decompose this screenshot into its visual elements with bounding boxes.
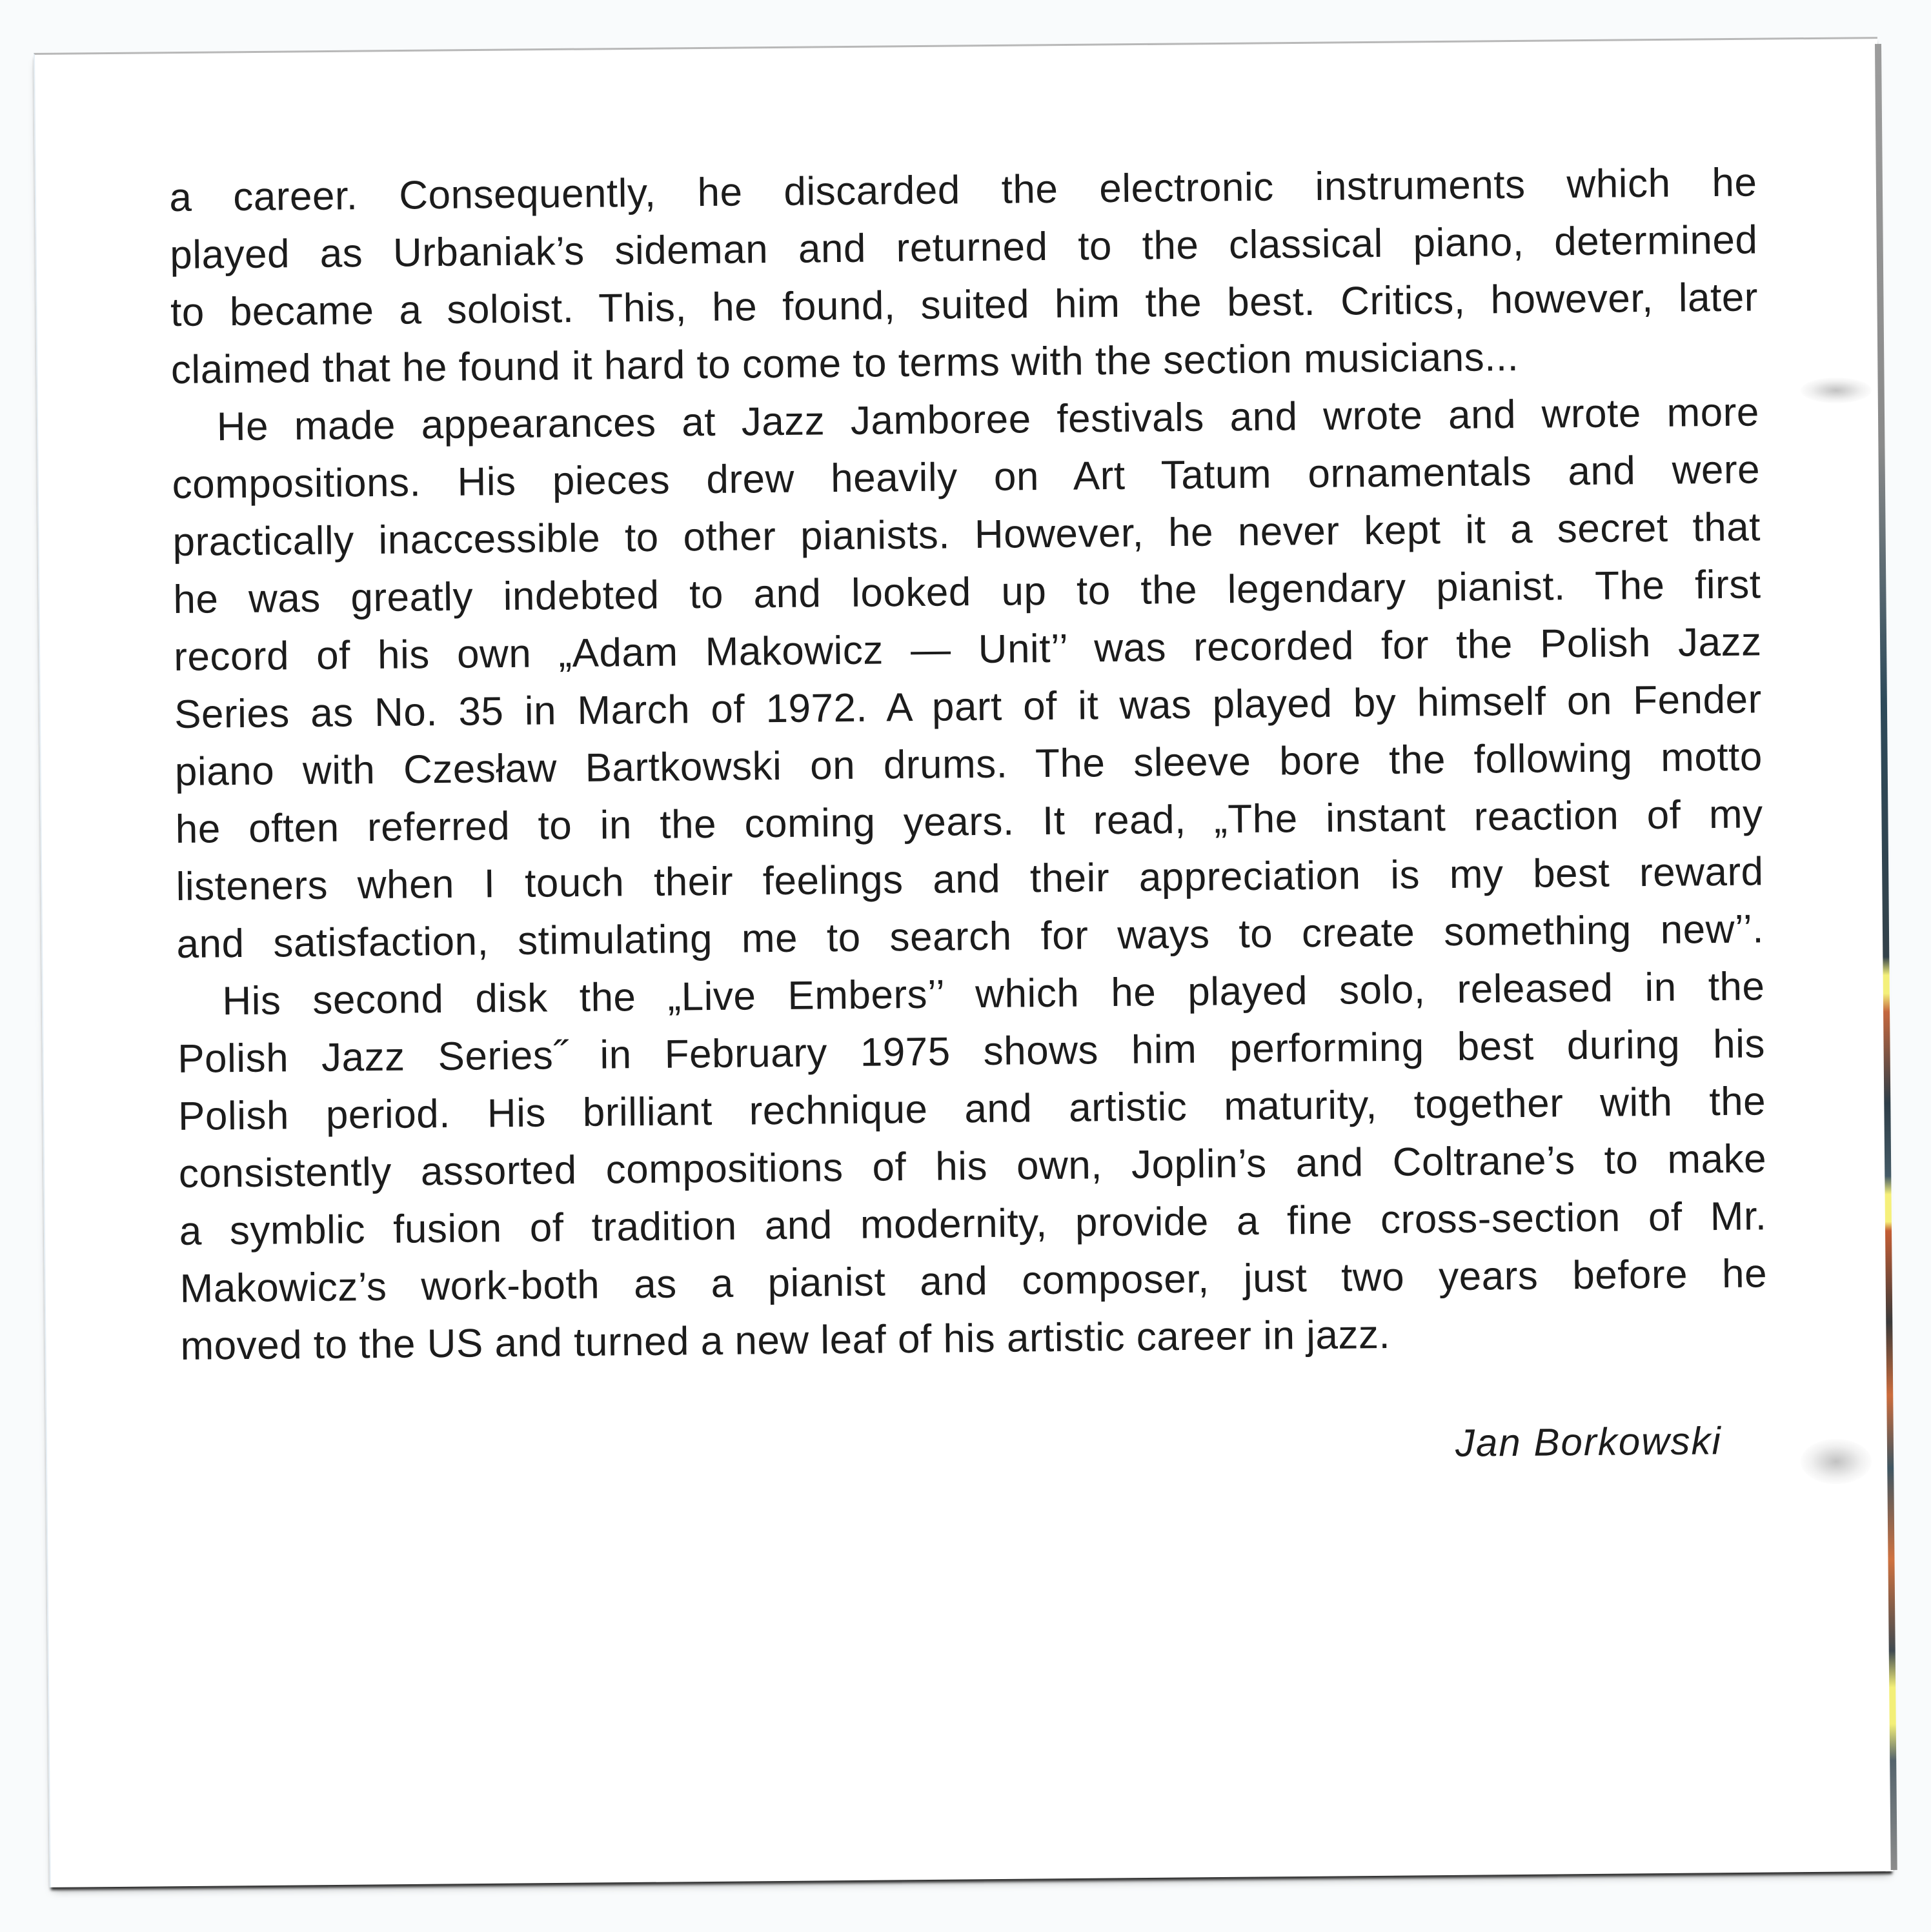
text-line: played as Urbaniak’s sideman and returned to the classical piano, determined: [169, 217, 1758, 277]
text-line: a career. Consequently, he discarded the electronic instruments which he: [169, 160, 1757, 220]
text-line: compositions. His pieces drew heavily on Art Tatum ornamentals and were: [172, 447, 1761, 507]
text-line: consistently assorted compositions of his own, Joplin’s and Coltrane’s to make: [178, 1136, 1767, 1196]
article-body: [169, 154, 1768, 1375]
text-line: a symblic fusion of tradition and modernity, provide a fine cross-section of Mr.: [179, 1194, 1767, 1254]
scan-smudge: [1801, 377, 1872, 403]
text-line: Makowicz’s work-both as a pianist and composer, just two years before he: [179, 1251, 1768, 1311]
paragraph: [171, 383, 1764, 973]
text-line: he often referred to in the coming years. It read, „The instant reaction of my: [175, 792, 1763, 852]
text-line: he was greatly indebted to and looked up to the legendary pianist. The first: [173, 562, 1761, 622]
text-line: record of his own „Adam Makowicz — Unit’’ was recorded for the Polish Jazz: [173, 619, 1762, 679]
text-line: Series as No. 35 in March of 1972. A part of it was played by himself on Fender: [174, 677, 1762, 737]
text-line: He made appearances at Jazz Jamboree festivals and wrote and wrote more: [216, 390, 1760, 450]
text-line: moved to the US and turned a new leaf of his artistic career in jazz.: [180, 1312, 1391, 1369]
text-line: claimed that he found it hard to come to terms with the section musicians...: [170, 334, 1519, 392]
text-line: piano with Czesław Bartkowski on drums. The sleeve bore the following motto: [174, 734, 1763, 794]
text-line: Polish Jazz Series˝ in February 1975 shows him performing best during his: [177, 1021, 1766, 1082]
text-line: practically inaccessible to other pianists. However, he never kept it a secret that: [172, 505, 1761, 565]
text-line: His second disk the „Live Embers’’ which he played solo, released in the: [222, 964, 1765, 1024]
text-line: listeners when I touch their feelings and their appreciation is my best reward: [176, 849, 1764, 909]
author-signature: Jan Borkowski: [1455, 1419, 1723, 1465]
paragraph: [177, 958, 1768, 1375]
text-line: Polish period. His brilliant rechnique and artistic maturity, together with the: [177, 1079, 1766, 1139]
text-line: and satisfaction, stimulating me to search for ways to create something new’’.: [176, 907, 1764, 967]
text-line: to became a soloist. This, he found, suited him the best. Critics, however, later: [170, 275, 1759, 335]
paragraph: [169, 154, 1759, 399]
scan-smudge: [1801, 1439, 1872, 1484]
